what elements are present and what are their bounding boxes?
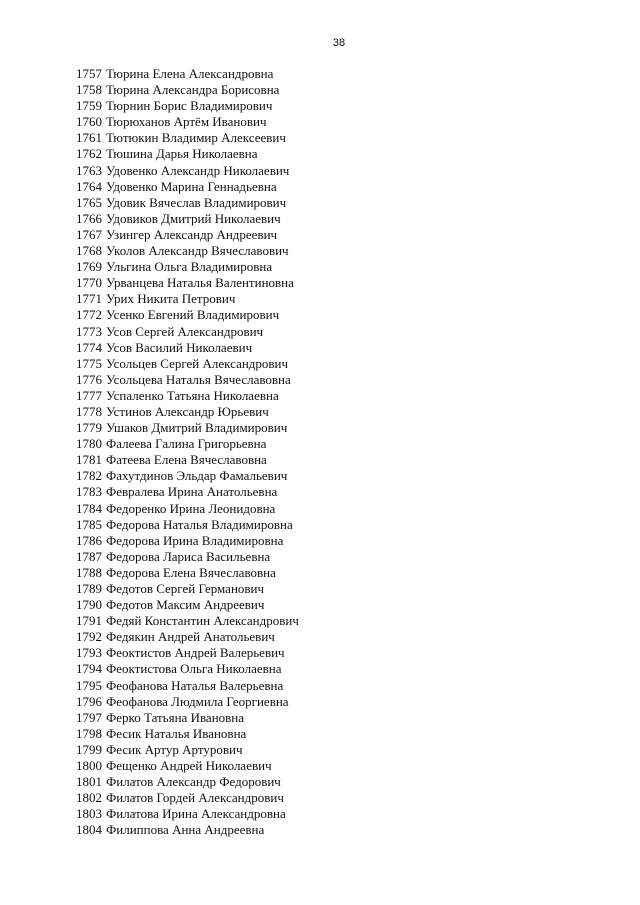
entry-number: 1804: [76, 822, 102, 838]
entry-name: Федотов Максим Андреевич: [106, 597, 265, 613]
entry-number: 1796: [76, 693, 102, 709]
entry-name: Фесик Артур Артурович: [106, 741, 243, 757]
list-item: [76, 726, 299, 742]
entry-name: Фалеева Галина Григорьевна: [106, 436, 267, 452]
entry-name: Федорова Ирина Владимировна: [106, 532, 284, 548]
entry-number: 1781: [76, 452, 102, 468]
entry-number: 1803: [76, 806, 102, 822]
entry-name: Филатов Гордей Александрович: [106, 790, 284, 806]
entry-name: Фещенко Андрей Николаевич: [106, 758, 272, 774]
list-item: [76, 452, 299, 468]
list-item: [76, 66, 299, 82]
entry-number: 1789: [76, 581, 102, 596]
entry-number: 1784: [76, 500, 102, 516]
entry-number: 1795: [76, 677, 102, 693]
list-item: [76, 275, 299, 291]
entry-number: 1801: [76, 774, 102, 790]
list-item: [76, 388, 299, 404]
entry-name: Федякин Андрей Анатольевич: [106, 629, 275, 645]
entry-name: Фатеева Елена Вячеславовна: [106, 452, 267, 468]
entry-number: 1772: [76, 307, 102, 323]
list-item: [76, 790, 299, 806]
list-item: [76, 484, 299, 500]
list-item: [76, 372, 299, 388]
entry-name: Федотов Сергей Германович: [106, 581, 265, 596]
list-item: [76, 533, 299, 549]
entry-number: 1785: [76, 516, 102, 532]
entry-number: 1763: [76, 162, 102, 178]
entry-name: Фахутдинов Эльдар Фамальевич: [106, 468, 288, 484]
list-item: [76, 98, 299, 114]
entry-name: Уколов Александр Вячеславович: [106, 243, 289, 259]
entry-name: Урих Никита Петрович: [106, 291, 236, 307]
entry-number: 1759: [76, 98, 102, 114]
entry-number: 1774: [76, 339, 102, 355]
entry-number: 1797: [76, 709, 102, 725]
entry-name: Усов Василий Николаевич: [106, 339, 253, 355]
entry-number: 1760: [76, 114, 102, 130]
entry-name: Усов Сергей Александрович: [106, 323, 264, 339]
list-item: [76, 130, 299, 146]
list-item: [76, 678, 299, 694]
entry-number: 1798: [76, 725, 102, 741]
entry-number: 1775: [76, 355, 102, 371]
entry-number: 1777: [76, 387, 102, 403]
page-number: 38: [332, 37, 346, 49]
list-item: [76, 613, 299, 629]
entry-name: Тюрина Елена Александровна: [106, 66, 274, 81]
list-item: [76, 742, 299, 758]
entry-name: Фесик Наталья Ивановна: [106, 725, 247, 741]
entry-name: Усольцева Наталья Вячеславовна: [106, 371, 291, 387]
entry-number: 1767: [76, 226, 102, 242]
list-item: [76, 243, 299, 259]
entry-name: Ферко Татьяна Ивановна: [106, 709, 245, 725]
entry-number: 1762: [76, 146, 102, 162]
entry-name: Удовенко Александр Николаевич: [106, 162, 290, 178]
entry-name: Феофанова Наталья Валерьевна: [106, 677, 284, 693]
entry-number: 1770: [76, 275, 102, 291]
list-item: [76, 710, 299, 726]
list-item: [76, 661, 299, 677]
entry-name: Филатов Александр Федорович: [106, 774, 281, 790]
entry-number: 1758: [76, 82, 102, 98]
list-item: [76, 645, 299, 661]
list-item: [76, 82, 299, 98]
list-item: [76, 501, 299, 517]
list-item: [76, 259, 299, 275]
entry-name: Удовенко Марина Геннадьевна: [106, 178, 277, 194]
list-item: [76, 195, 299, 211]
list-item: [76, 356, 299, 372]
entry-number: 1761: [76, 130, 102, 146]
entry-number: 1782: [76, 468, 102, 484]
list-item: [76, 291, 299, 307]
entry-number: 1794: [76, 661, 102, 677]
entry-number: 1792: [76, 629, 102, 645]
entry-number: 1786: [76, 532, 102, 548]
entry-name: Тюрина Александра Борисовна: [106, 82, 280, 98]
list-item: [76, 324, 299, 340]
entry-name: Федоренко Ирина Леонидовна: [106, 500, 276, 516]
entry-name: Феоктистова Ольга Николаевна: [106, 661, 282, 677]
entry-name: Успаленко Татьяна Николаевна: [106, 387, 279, 403]
entry-name: Филиппова Анна Андреевна: [106, 822, 265, 838]
list-item: [76, 163, 299, 179]
entry-name: Тюрюханов Артём Иванович: [106, 114, 267, 130]
list-item: [76, 806, 299, 822]
list-item: [76, 146, 299, 162]
entry-number: 1757: [76, 66, 102, 81]
entry-name: Урванцева Наталья Валентиновна: [106, 275, 294, 291]
list-item: [76, 597, 299, 613]
entry-number: 1791: [76, 613, 102, 629]
list-item: [76, 468, 299, 484]
entry-number: 1765: [76, 194, 102, 210]
entry-number: 1800: [76, 758, 102, 774]
entry-number: 1771: [76, 291, 102, 307]
entry-number: 1788: [76, 564, 102, 580]
entry-number: 1776: [76, 371, 102, 387]
list-item: [76, 549, 299, 565]
entry-name: Узингер Александр Андреевич: [106, 226, 278, 242]
entry-number: 1778: [76, 403, 102, 419]
list-item: [76, 822, 299, 838]
list-item: [76, 307, 299, 323]
entry-name: Удовиков Дмитрий Николаевич: [106, 210, 281, 226]
entry-name: Тюшина Дарья Николаевна: [106, 146, 258, 162]
entry-name: Феоктистов Андрей Валерьевич: [106, 645, 285, 661]
entry-number: 1783: [76, 484, 102, 500]
list-item: [76, 629, 299, 645]
entry-number: 1779: [76, 420, 102, 436]
name-list: [76, 66, 299, 839]
entry-number: 1769: [76, 259, 102, 275]
entry-name: Устинов Александр Юрьевич: [106, 403, 269, 419]
entry-number: 1787: [76, 548, 102, 564]
entry-name: Тютюкин Владимир Алексеевич: [106, 130, 286, 146]
list-item: [76, 420, 299, 436]
entry-number: 1764: [76, 178, 102, 194]
entry-name: Федяй Константин Александрович: [106, 613, 299, 629]
list-item: [76, 340, 299, 356]
entry-name: Ушаков Дмитрий Владимирович: [106, 420, 288, 436]
list-item: [76, 774, 299, 790]
entry-name: Февралева Ирина Анатольевна: [106, 484, 278, 500]
list-item: [76, 694, 299, 710]
entry-number: 1773: [76, 323, 102, 339]
entry-name: Федорова Лариса Васильевна: [106, 548, 271, 564]
entry-name: Усенко Евгений Владимирович: [106, 307, 280, 323]
list-item: [76, 211, 299, 227]
entry-name: Филатова Ирина Александровна: [106, 806, 286, 822]
entry-name: Тюрнин Борис Владимирович: [106, 98, 273, 114]
list-item: [76, 517, 299, 533]
entry-number: 1780: [76, 436, 102, 452]
entry-number: 1802: [76, 790, 102, 806]
entry-name: Удовик Вячеслав Владимирович: [106, 194, 287, 210]
list-item: [76, 114, 299, 130]
entry-name: Федорова Елена Вячеславовна: [106, 564, 276, 580]
list-item: [76, 758, 299, 774]
entry-number: 1768: [76, 243, 102, 259]
entry-number: 1793: [76, 645, 102, 661]
entry-name: Феофанова Людмила Георгиевна: [106, 693, 289, 709]
entry-name: Ульгина Ольга Владимировна: [106, 259, 273, 275]
list-item: [76, 581, 299, 597]
list-item: [76, 565, 299, 581]
list-item: [76, 436, 299, 452]
entry-number: 1799: [76, 741, 102, 757]
list-item: [76, 179, 299, 195]
list-item: [76, 404, 299, 420]
entry-name: Усольцев Сергей Александрович: [106, 355, 289, 371]
entry-number: 1790: [76, 597, 102, 613]
entry-number: 1766: [76, 210, 102, 226]
list-item: [76, 227, 299, 243]
entry-name: Федорова Наталья Владимировна: [106, 516, 293, 532]
